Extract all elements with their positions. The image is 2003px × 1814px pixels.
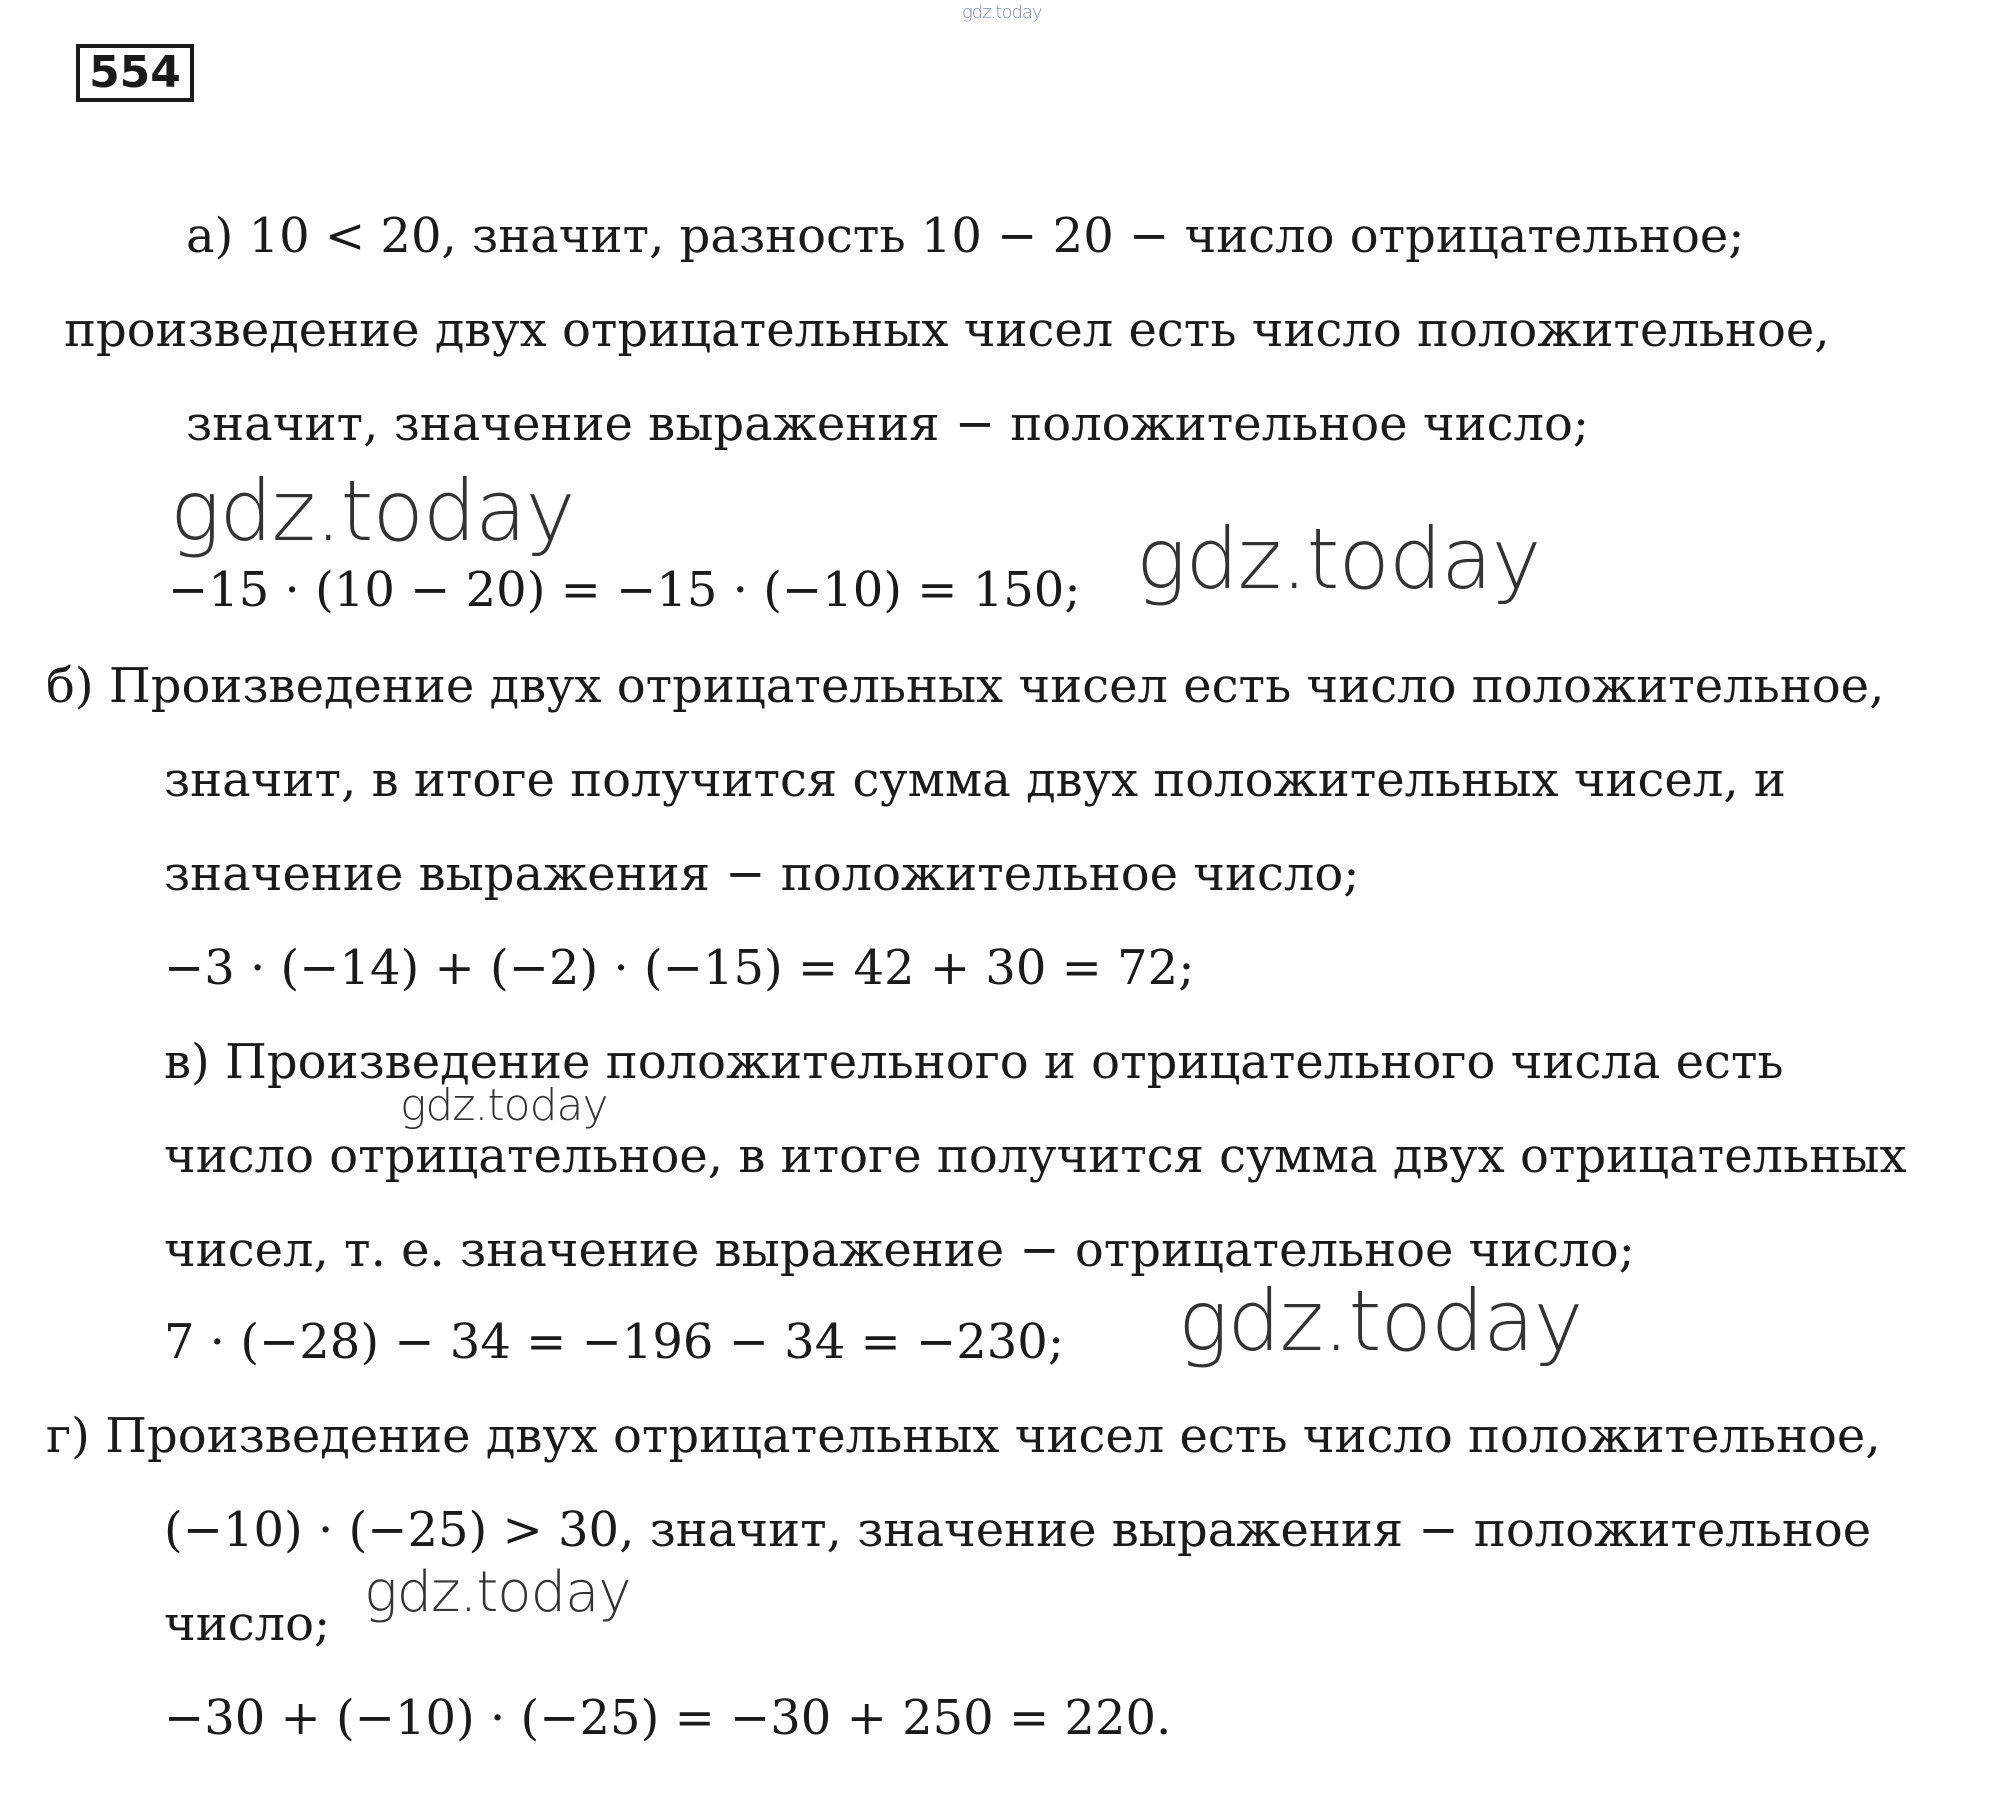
- part-v-formula: 7 · (−28) − 34 = −196 − 34 = −230;: [164, 1314, 1064, 1370]
- part-a-line-1: а) 10 < 20, значит, разность 10 − 20 − число отрицательное;: [186, 208, 1745, 264]
- part-a-line-2: произведение двух отрицательных чисел есть число положительное,: [64, 302, 1830, 358]
- part-g-formula: −30 + (−10) · (−25) = −30 + 250 = 220.: [164, 1690, 1172, 1746]
- part-b-line-2: значит, в итоге получится сумма двух положительных чисел, и: [164, 752, 1786, 808]
- part-g-line-1: г) Произведение двух отрицательных чисел есть число положительное,: [46, 1408, 1881, 1464]
- part-v-line-1: в) Произведение положительного и отрицательного числа есть: [164, 1034, 1784, 1090]
- part-a-line-3: значит, значение выражения − положительное число;: [186, 396, 1590, 452]
- watermark-2: gdz.today: [1136, 510, 1541, 608]
- problem-number-box: 554: [76, 44, 194, 102]
- part-a-formula: −15 · (10 − 20) = −15 · (−10) = 150;: [168, 562, 1081, 618]
- watermark-top: gdz.today: [962, 2, 1042, 23]
- part-v-line-3: чисел, т. е. значение выражение − отрицательное число;: [164, 1222, 1635, 1278]
- part-g-line-2: (−10) · (−25) > 30, значит, значение выражения − положительное: [164, 1502, 1872, 1558]
- part-b-line-1: б) Произведение двух отрицательных чисел есть число положительное,: [46, 658, 1885, 714]
- part-g-line-3: число;: [164, 1596, 331, 1652]
- part-b-line-3: значение выражения − положительное число;: [164, 846, 1360, 902]
- part-b-formula: −3 · (−14) + (−2) · (−15) = 42 + 30 = 72;: [164, 940, 1195, 996]
- part-v-line-2: число отрицательное, в итоге получится сумма двух отрицательных: [164, 1128, 1907, 1184]
- watermark-3: gdz.today: [400, 1080, 608, 1131]
- watermark-4: gdz.today: [1178, 1272, 1583, 1370]
- watermark-5: gdz.today: [364, 1560, 631, 1625]
- watermark-1: gdz.today: [170, 462, 575, 560]
